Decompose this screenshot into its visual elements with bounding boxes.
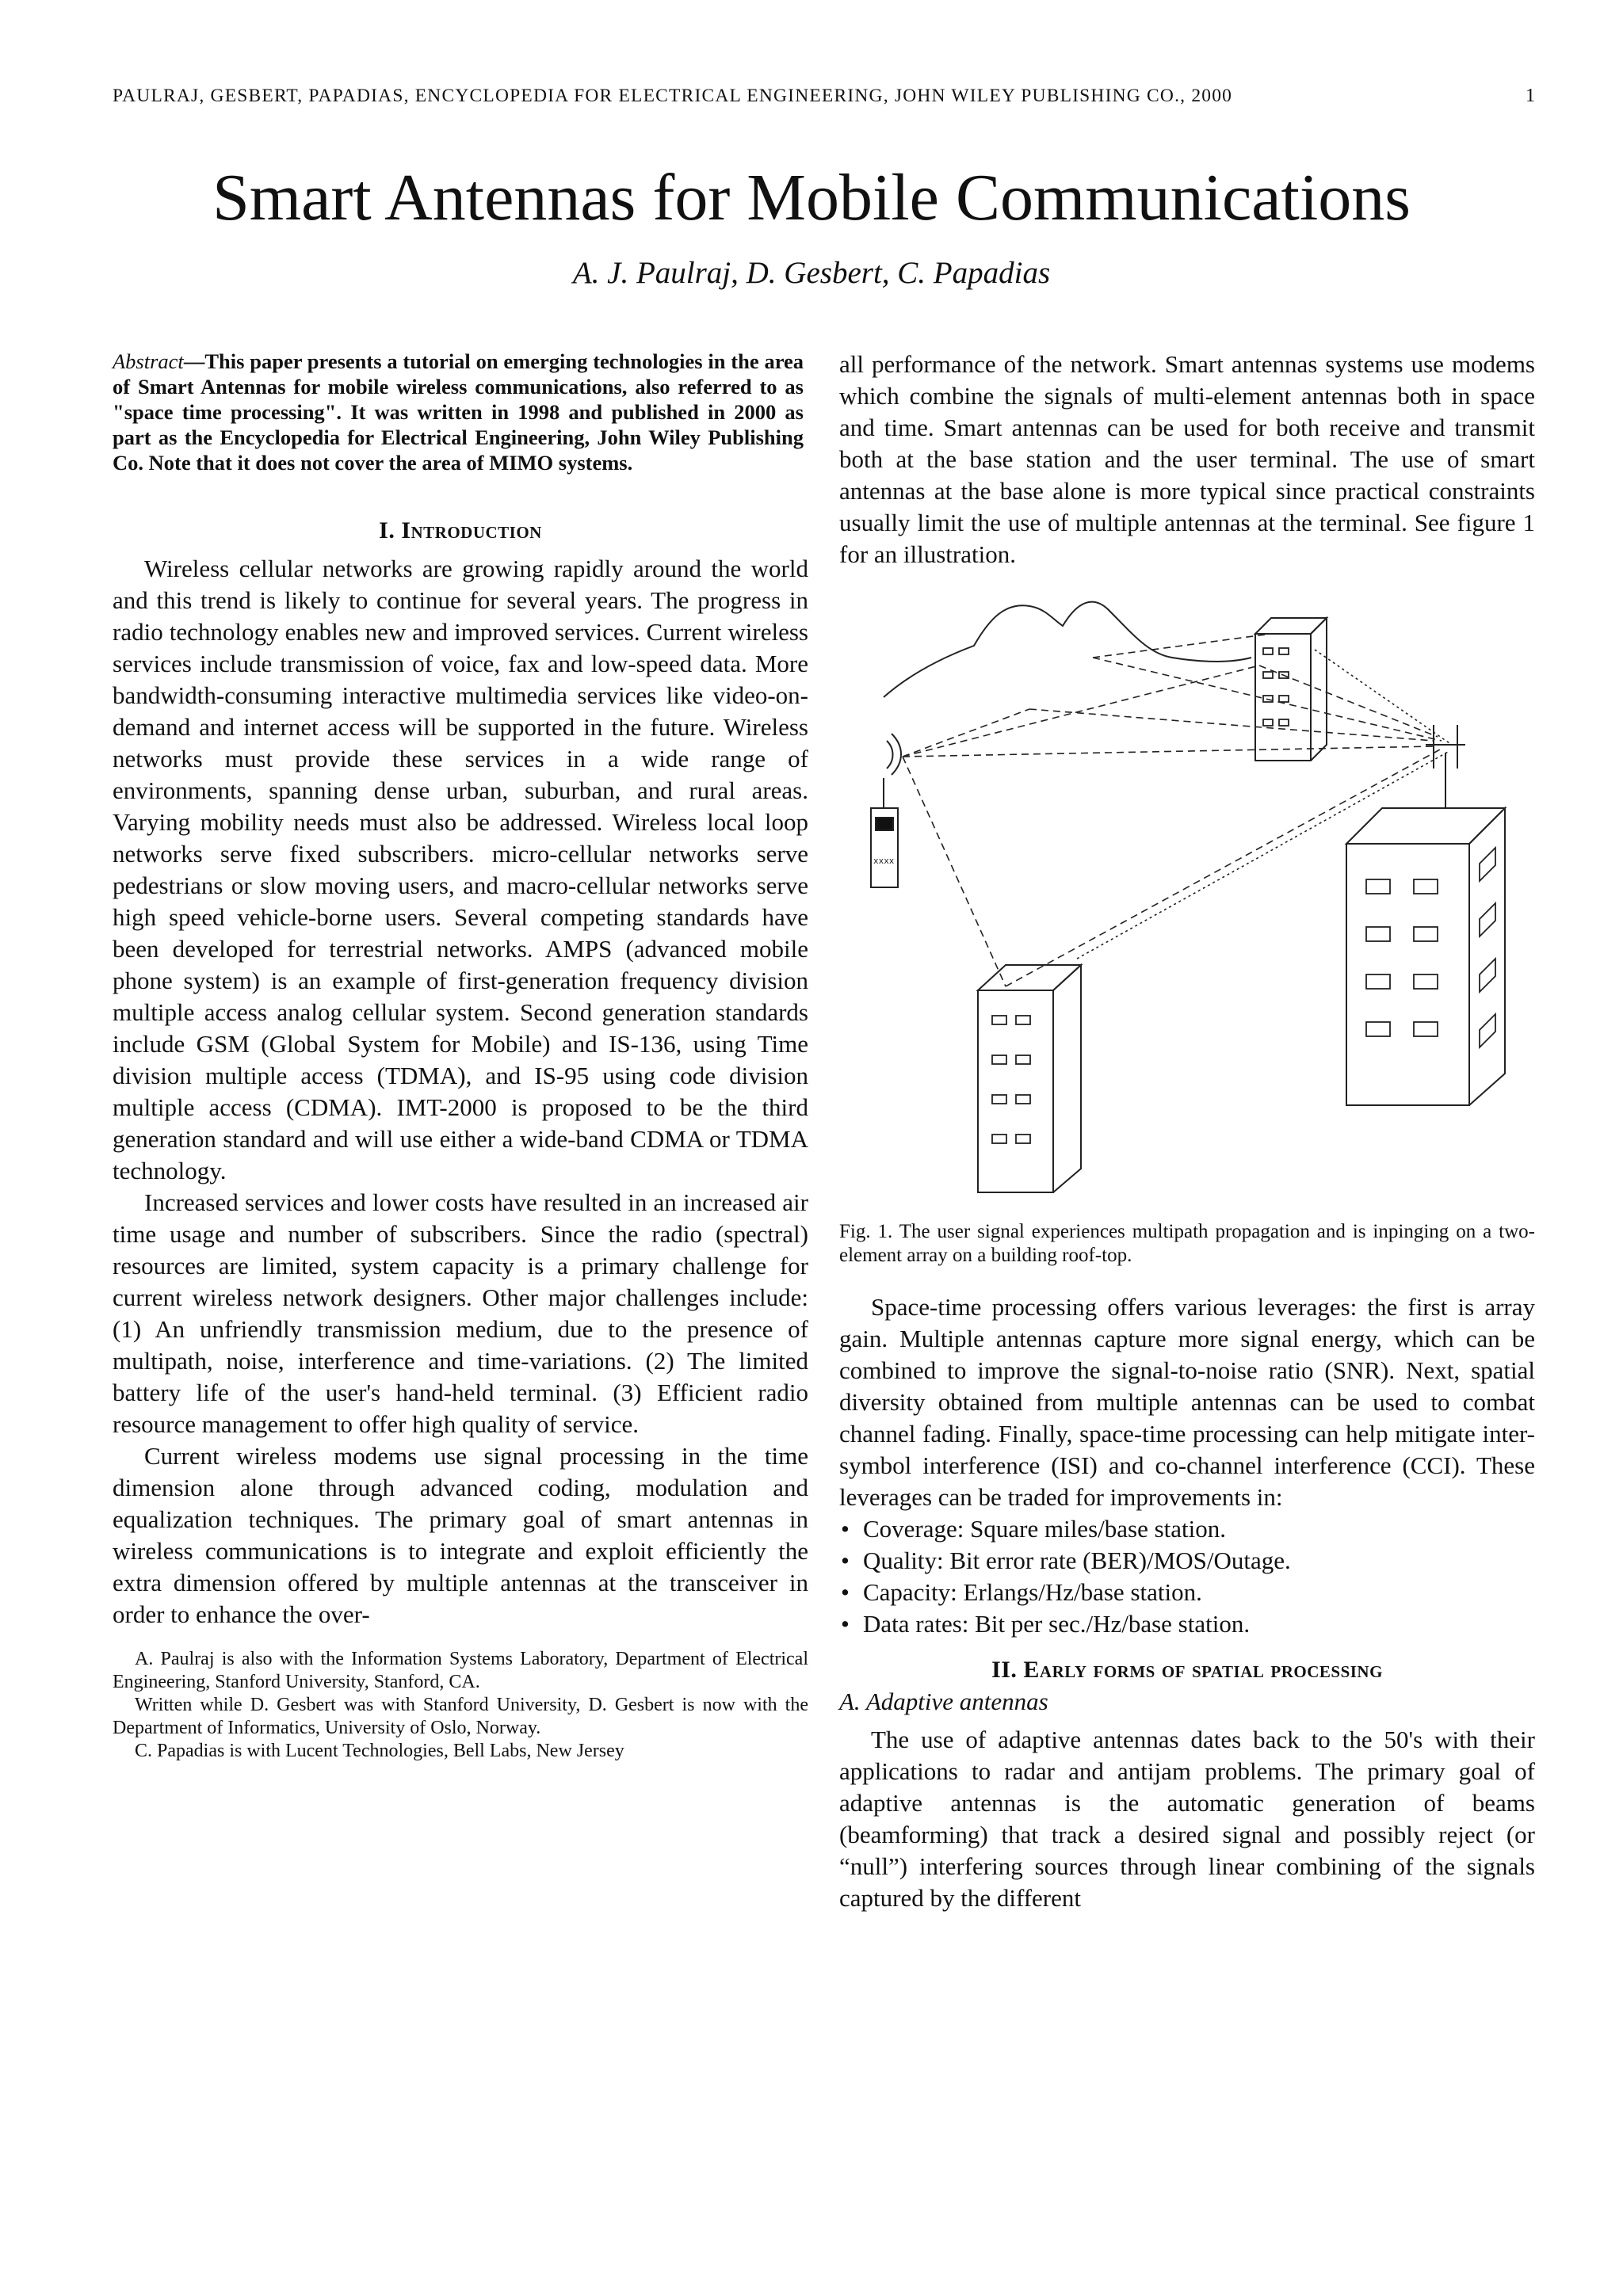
list-item <box>839 1577 1535 1608</box>
abstract <box>113 349 808 475</box>
footnotes <box>113 1648 808 1763</box>
figure-1 <box>839 570 1535 1220</box>
intro-paragraph-3: Current wireless modems use signal processing in the time dimension alone through advanced coding, modulation and equalization techniques. The primary goal of smart antennas in wireless communications is to integrate and exploit efficiently the extra dimension offered by multiple antennas at the transceiver in order to enhance the over- <box>113 1442 808 1628</box>
section-heading-introduction: I. Introduction <box>379 517 542 543</box>
bullet-glyph: • <box>841 1578 850 1606</box>
list-item <box>839 1513 1535 1545</box>
intro-paragraph-2: Increased services and lower costs have resulted in an increased air time usage and number of subscribers. Since the radio (spectral) resources are limited, system capacity is a primary challenge for current wireless network designers. Other major challenges include: (1) An unfriendly transmission medium, due to the presence of multipath, noise, interference and time-variations. (2) The limited battery life of the user's hand-held terminal. (3) Efficient radio resource management to offer high quality of service. <box>113 1188 808 1438</box>
figure-1-caption: Fig. 1. The user signal experiences multipath propagation and is inpinging on a two-element array on a building roof-top. <box>839 1221 1535 1266</box>
hills-outline <box>884 602 1251 697</box>
figure-1-illustration <box>839 570 1535 1220</box>
left-column <box>113 349 808 1763</box>
abstract-text: This paper presents a tutorial on emerging technologies in the area of Smart Antennas for mobile wireless communications, also referred to as "space time processing". It was written in 1998 and published in 2000 as part as the Encyclopedia for Electrical Engineering, John Wiley Publishing Co. Note that it does not cover the area of MIMO systems. <box>113 349 804 475</box>
footnote-papadias: C. Papadias is with Lucent Technologies, Bell Labs, New Jersey <box>135 1741 624 1761</box>
section-heading-early-forms: II. Early forms of spatial processing <box>991 1657 1383 1683</box>
adaptive-antennas-paragraph: The use of adaptive antennas dates back to the 50's with their applications to radar and antijam problems. The primary goal of adaptive antennas is the automatic generation of beams (beamforming) that track a desired signal and possibly reject (or “null”) interfering sources through linear combining of the signals captured by the different <box>839 1726 1535 1912</box>
list-item <box>839 1608 1535 1640</box>
intro-paragraph-3-continued: all performance of the network. Smart antennas systems use modems which combine the signals of multi-element antennas both in space and time. Smart antennas can be used for both receive and transmit both at the base station and the user terminal. The use of smart antennas at the base alone is more typical since practical constraints usually limit the use of multiple antennas at the terminal. See figure 1 for an illustration. <box>839 350 1535 568</box>
abstract-lead: Abstract <box>113 349 184 373</box>
subsection-heading-adaptive-antennas: A. Adaptive antennas <box>839 1688 1048 1715</box>
list-item-text: Quality: Bit error rate (BER)/MOS/Outage. <box>863 1547 1291 1574</box>
footnote-paulraj: A. Paulraj is also with the Information Systems Laboratory, Department of Electrical Engineering, Stanford University, Stanford, CA. <box>113 1649 808 1692</box>
bullet-glyph: • <box>841 1547 850 1574</box>
abstract-dash: — <box>183 349 205 373</box>
footnote-gesbert: Written while D. Gesbert was with Stanford University, D. Gesbert is now with the Department of Informatics, University of Oslo, Norway. <box>113 1695 808 1738</box>
bullet-glyph: • <box>841 1610 850 1638</box>
page-number: 1 <box>1526 86 1535 106</box>
paper-authors: A. J. Paulraj, D. Gesbert, C. Papadias <box>572 256 1051 290</box>
intro-paragraph-1: Wireless cellular networks are growing rapidly around the world and this trend is likely to continue for several years. The progress in radio technology enables new and improved services. Current wireless services include transmission of voice, fax and low-speed data. More bandwidth-consuming interactive multimedia services like video-on-demand and internet access will be supported in the future. Wireless networks must provide these services in a wide range of environments, spanning dense urban, suburban, and rural areas. Varying mobility needs must also be addressed. Wireless local loop networks serve fixed subscribers. micro-cellular networks serve pedestrians or slow moving users, and macro-cellular networks serve high speed vehicle-borne users. Several competing standards have been developed for terrestrial networks. AMPS (advanced mobile phone system) is an example of first-generation frequency division multiple access analog cellular system. Second generation standards include GSM (Global System for Mobile) and IS-136, using Time division multiple access (TDMA), and IS-95 using code division multiple access (CDMA). IMT-2000 is proposed to be the third generation standard and will use either a wide-band CDMA or TDMA technology. <box>113 555 808 1184</box>
right-column <box>839 349 1535 1914</box>
list-item <box>839 1545 1535 1577</box>
building-top-right <box>1255 618 1327 761</box>
leverage-list <box>839 1513 1535 1640</box>
list-item-text: Data rates: Bit per sec./Hz/base station. <box>863 1610 1251 1638</box>
paper-title: Smart Antennas for Mobile Communications <box>212 161 1411 235</box>
building-bottom-left <box>978 965 1081 1192</box>
handset-label: xxxx <box>873 857 895 867</box>
bullet-glyph: • <box>841 1515 850 1543</box>
list-item-text: Capacity: Erlangs/Hz/base station. <box>863 1578 1202 1606</box>
leverages-paragraph: Space-time processing offers various leverages: the first is array gain. Multiple antennas capture more signal energy, which can be combined to improve the signal-to-noise ratio (SNR). Next, spatial diversity obtained from multiple antennas can be used to combat channel fading. Finally, space-time processing can help mitigate inter-symbol interference (ISI) and co-channel interference (CCI). These leverages can be traded for improvements in: <box>839 1293 1535 1511</box>
running-head: PAULRAJ, GESBERT, PAPADIAS, ENCYCLOPEDIA FOR ELECTRICAL ENGINEERING, JOHN WILEY PUBLISHING CO., 2000 <box>113 86 1233 106</box>
list-item-text: Coverage: Square miles/base station. <box>863 1515 1226 1543</box>
building-right-large <box>1346 753 1505 1105</box>
multipath-rays <box>903 634 1442 986</box>
